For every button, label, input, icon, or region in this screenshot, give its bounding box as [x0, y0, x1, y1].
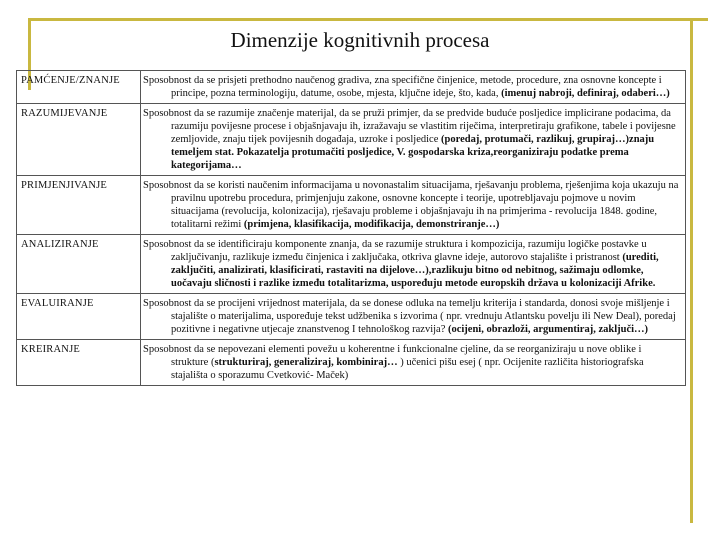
page-title: Dimenzije kognitivnih procesa	[230, 28, 490, 52]
table-row	[17, 340, 686, 386]
cognitive-dimensions-table	[16, 70, 686, 386]
description-verbs: (primjena, klasifikacija, modifikacija, demonstriranje…)	[243, 219, 500, 230]
row-term: RAZUMIJEVANJE	[17, 104, 141, 176]
description-tail: ) učenici pišu esej ( npr. Ocijenite različita historiografska stajališta o sporazumu Cvetković- Maček)	[171, 357, 644, 381]
description-verbs: (ocijeni, obrazloži, argumentiraj, zaključi…)	[447, 324, 649, 335]
description-verbs: (urediti, zaključiti, analizirati, klasificirati, rastaviti na dijelove…),razlikuju bitno od nebitnog, sažimaju odlomke, uočavaju sličnosti i razlike između totalitarizma, uspoređuju metode europskih država u kolonizaciji Afrike.	[171, 252, 659, 289]
table-row	[17, 104, 686, 176]
row-term: EVALUIRANJE	[17, 294, 141, 340]
description-text: Sposobnost da se koristi naučenim informacijama u novonastalim situacijama, rješavanju problema, rješenjima koja ukazuju na pravilnu upotrebu procedura, primjenjuju zakone, osnovne koncepte i teorije, upotrebljavaju pojmove u novim situacijama (revolucija, kolonizacija), rješavaju probleme i objašnjavaju ih na primjerima - revolucija 1848. godine, totalitarni režimi	[143, 180, 679, 230]
description-text: Sposobnost da se prisjeti prethodno naučenog gradiva, zna specifične činjenice, metode, procedure, zna osnovne koncepte i principe, pozna terminologiju, datume, osobe, mjesta, ključne ideje, što, kada,	[143, 75, 662, 99]
row-description	[141, 71, 686, 104]
frame-right-line	[690, 18, 693, 523]
table-row	[17, 294, 686, 340]
description-verbs: (imenuj nabroji, definiraj, odaberi…)	[501, 88, 670, 99]
frame-top-line	[28, 18, 708, 21]
row-description	[141, 176, 686, 235]
table-row	[17, 176, 686, 235]
row-term: ANALIZIRANJE	[17, 235, 141, 294]
description-verbs: (poredaj, protumači, razlikuj, grupiraj…)znaju temeljem stat. Pokazatelja protumačiti posljedice, V. gospodarska kriza,reorganiziraju podatke prema kategorijama…	[171, 134, 655, 171]
row-term: PRIMJENJIVANJE	[17, 176, 141, 235]
table-row	[17, 71, 686, 104]
row-description	[141, 104, 686, 176]
table-row	[17, 235, 686, 294]
description-text: Sposobnost da se razumije značenje materijal, da se pruži primjer, da se predvide buduće posljedice implicirane podacima, da razumiju povijesne procese i objašnjavaju ih, izražavaju se vlastitim riječima, interpretiraju grafikone, tabele i povijesne zemljovide, znaju tijek povijesnih događaja, uzroke i posljedice	[143, 108, 676, 145]
description-verbs: strukturiraj, generaliziraj, kombiniraj…	[214, 357, 398, 368]
row-description	[141, 294, 686, 340]
description-text: Sposobnost da se identificiraju komponente znanja, da se razumije struktura i kompozicija, razumiju logičke postavke u zaključivanju, razlikuje između činjenica i zaključaka, otkriva glavne ideje, autorovo stajalište i pristranost	[143, 239, 647, 263]
description-text: Sposobnost da se nepovezani elementi povežu u koherentne i funkcionalne cjeline, da se reorganiziraju u nove oblike i strukture (	[143, 344, 642, 368]
description-text: Sposobnost da se procijeni vrijednost materijala, da se donese odluka na temelju kriterija i standarda, donosi svoje mišljenje i stajalište o materijalima, uspoređuje tekst udžbenika s izvorima ( npr. vrednuju Atlantsku povelju ili New Deal), poredaj pozitivne i negativne utjecaje znanstvenog I tehnološkog razvija?	[143, 298, 676, 335]
row-term: PAMĆENJE/ZNANJE	[17, 71, 141, 104]
row-description	[141, 340, 686, 386]
row-description	[141, 235, 686, 294]
row-term: KREIRANJE	[17, 340, 141, 386]
